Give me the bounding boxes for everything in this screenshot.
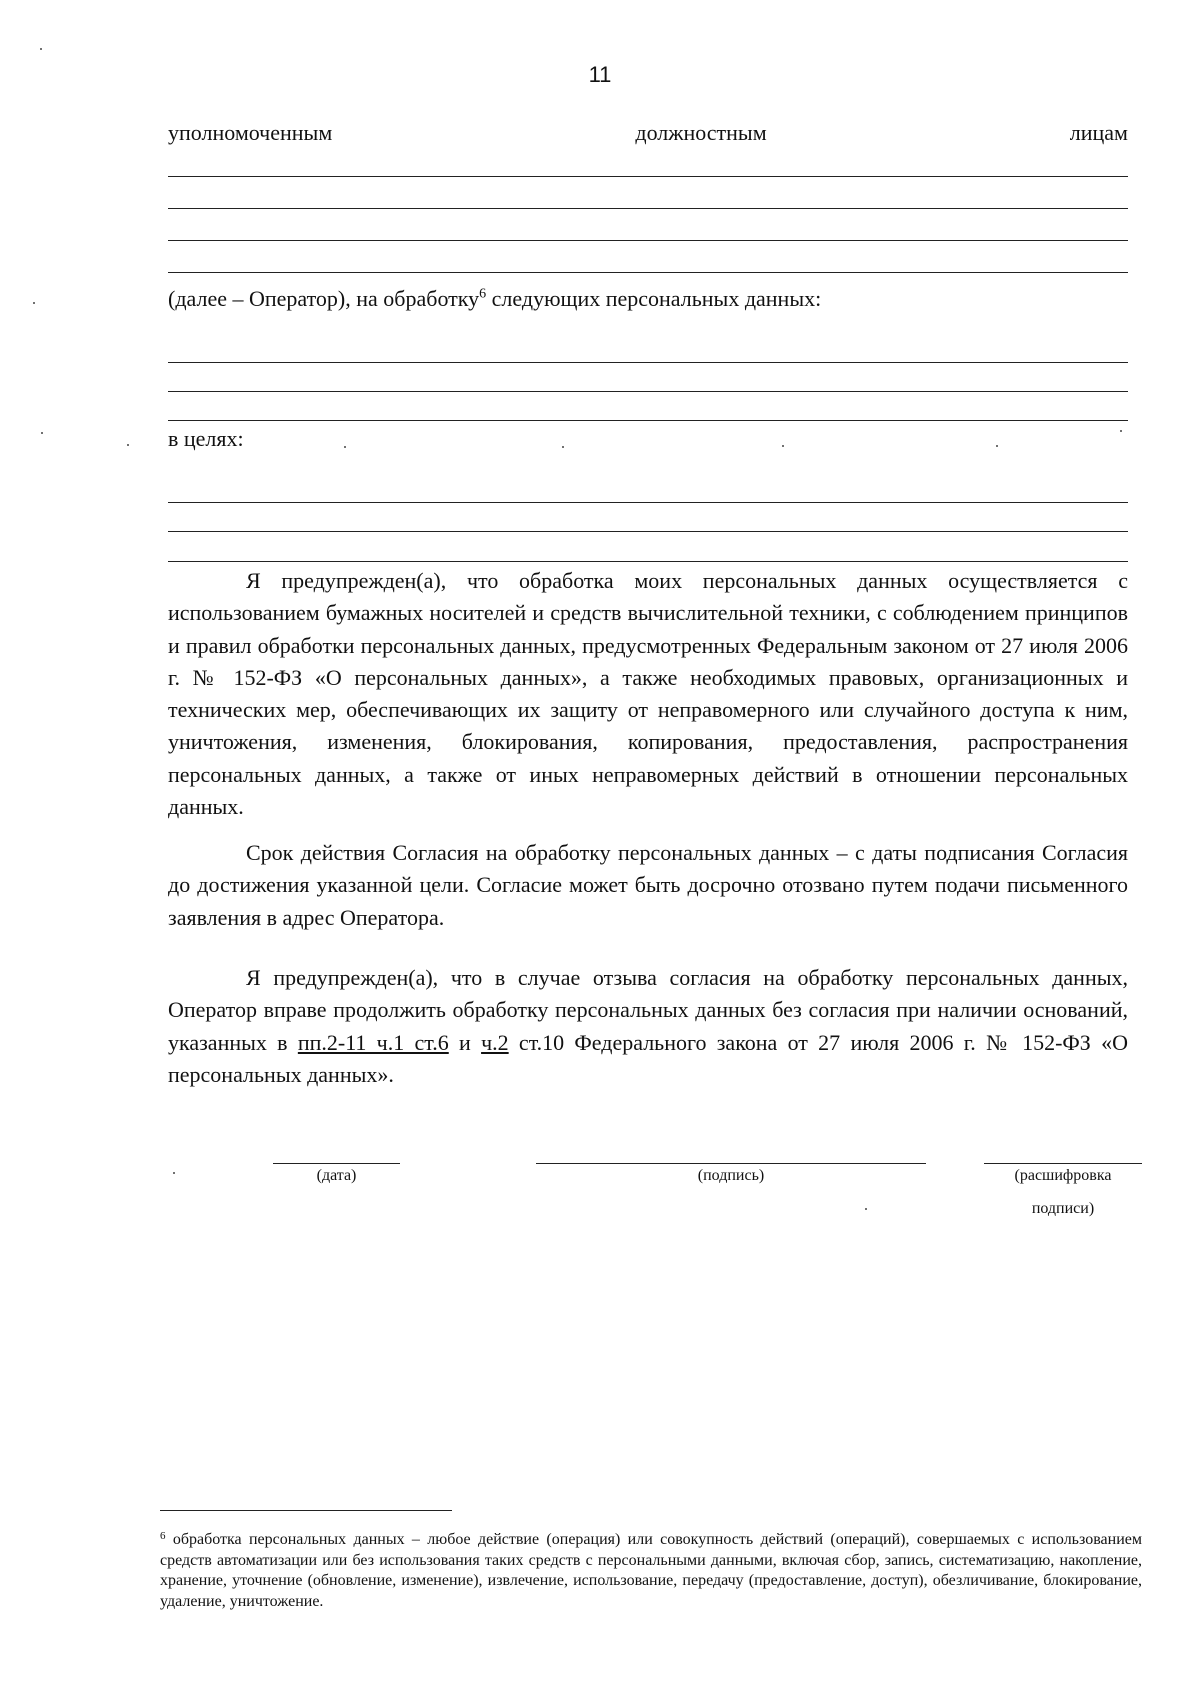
law-article-6-link[interactable]: пп.2-11 ч.1 ст.6: [297, 1029, 449, 1055]
decoding-caption-line1: (расшифровка: [1014, 1167, 1112, 1184]
scan-speck: [344, 446, 346, 448]
scan-speck: [127, 444, 129, 446]
footnote-reference: 6: [479, 286, 487, 302]
warning-paragraph: Я предупрежден(а), что обработка моих персональных данных осуществляется с использованием бумажных носителей и средств вычислительной техники, с соблюдением принципов и правил обработки персональных данных, предусмотренных Федеральным законом от 27 июля 2006 г. № 152-ФЗ «О персональных данных», а также необходимых правовых, организационных и технических мер, обеспечивающих их защиту от неправомерного или случайного доступа к ним, уничтожения, изменения, блокирования, копирования, предоставления, распространения персональных данных, а также от иных неправомерных действий в отношении персональных данных.: [168, 568, 1128, 820]
fill-line[interactable]: [168, 208, 1128, 209]
scan-speck: [1120, 430, 1122, 432]
header-word-authorized: уполномоченным: [168, 120, 333, 145]
revocation-paragraph: [168, 962, 1128, 1091]
fill-line[interactable]: [168, 391, 1128, 392]
footnote-separator: [160, 1510, 452, 1511]
operator-line-start: (далее – Оператор), на обработку: [168, 286, 480, 311]
scan-speck: [782, 445, 784, 447]
scan-speck: [865, 1208, 867, 1210]
operator-line: [168, 286, 1128, 312]
fill-line[interactable]: [168, 272, 1128, 273]
fill-line[interactable]: [168, 362, 1128, 363]
operator-line-end: следующих персональных данных:: [486, 286, 822, 311]
header-word-official: должностным: [635, 120, 767, 145]
scan-speck: [33, 302, 35, 304]
fill-line[interactable]: [168, 561, 1128, 562]
revocation-text: и: [448, 1029, 482, 1055]
page-number: 11: [588, 62, 612, 87]
fill-line[interactable]: [168, 531, 1128, 532]
footnote-text: обработка персональных данных – любое действие (операция) или совокупность действий (операций), совершаемых с использованием средств автоматизации или без использования таких средств с персональными данными, включая сбор, запись, систематизацию, накопление, хранение, уточнение (обновление, изменение), извлечение, использование, передачу (предоставление, доступ), обезличивание, блокирование, удаление, уничтожение.: [160, 1531, 1142, 1610]
revocation-text: Я предупрежден(а), что в случае отзыва согласия на обработку персональных данных, Оператор вправе продолжить обработку персональных данных без согласия при наличии оснований, указанных в: [168, 965, 1128, 1055]
fill-line[interactable]: [168, 420, 1128, 421]
footnote-number: 6: [160, 1530, 166, 1542]
fill-line[interactable]: [168, 502, 1128, 503]
scan-speck: [996, 445, 998, 447]
signature-decoding-line[interactable]: [984, 1163, 1142, 1164]
validity-paragraph: Срок действия Согласия на обработку персональных данных – с даты подписания Согласия до достижения указанной цели. Согласие может быть досрочно отозвано путем подачи письменного заявления в адрес Оператора.: [168, 840, 1128, 930]
date-line[interactable]: [273, 1163, 400, 1164]
header-line: [168, 120, 1128, 146]
date-caption: (дата): [316, 1167, 357, 1184]
law-article-10-link[interactable]: ч.2: [481, 1029, 509, 1055]
scan-speck: [41, 432, 43, 434]
signature-caption: (подпись): [697, 1167, 765, 1184]
fill-line[interactable]: [168, 176, 1128, 177]
header-word-persons: лицам: [1069, 120, 1128, 145]
revocation-text: ст.10 Федерального закона от 27 июля 2006 г. № 152-ФЗ «О персональных данных».: [168, 1029, 1128, 1087]
decoding-caption-line2: подписи): [1031, 1200, 1095, 1217]
signature-line[interactable]: [536, 1163, 926, 1164]
scan-speck: [562, 446, 564, 448]
purpose-label: в целях:: [168, 426, 244, 451]
scan-speck: [40, 48, 42, 50]
footnote: [160, 1526, 1142, 1612]
scan-speck: [173, 1172, 175, 1174]
fill-line[interactable]: [168, 240, 1128, 241]
